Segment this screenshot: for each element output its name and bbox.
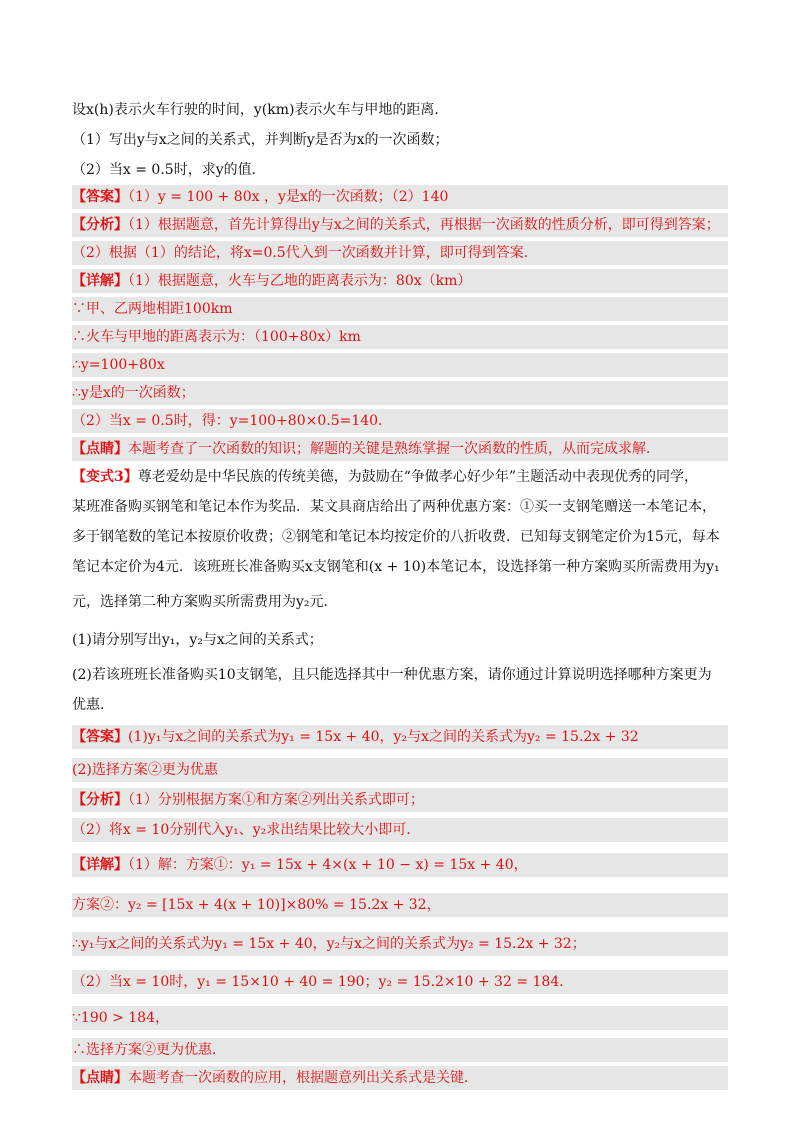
variant-text-2: 某班准备购买钢笔和笔记本作为奖品．某文具商店给出了两种优惠方案：①买一支钢笔赠送一本笔记本， [72, 499, 716, 515]
variant-answer-row-1 [72, 725, 728, 749]
variant-question-2a: (2)若该班班长准备购买10支钢笔，且只能选择其中一种优惠方案，请你通过计算说明选择哪种方案更为 [72, 667, 712, 683]
variant-text-5: 元，选择第二种方案购买所需费用为y₂元． [72, 594, 338, 610]
problem-question-2: （2）当x = 0.5时，求y的值． [72, 162, 266, 178]
comment-tag: 【点睛】 [72, 441, 128, 457]
variant-answer-tag: 【答案】 [72, 729, 128, 745]
variant-tag: 【变式3】 [72, 469, 138, 485]
variant-analysis-row-1 [72, 788, 728, 812]
variant-detail-row-1 [72, 853, 728, 877]
variant-detail-text-1: （1）解：方案①：y₁ = 15x + 4×(x + 10 − x) = 15x + 40， [128, 857, 528, 873]
variant-detail-text-6: ∴选择方案②更为优惠． [72, 1038, 728, 1062]
problem-question-1: （1）写出y与x之间的关系式，并判断y是否为x的一次函数； [72, 132, 449, 148]
variant-detail-text-4: （2）当x = 10时，y₁ = 15×10 + 40 = 190；y₂ = 15.2×10 + 32 = 184． [72, 970, 728, 994]
variant-detail-text-2: 方案②：y₂ = [15x + 4(x + 10)]×80% = 15.2x + 32， [72, 893, 728, 917]
variant-text-3: 多于钢笔数的笔记本按原价收费；②钢笔和笔记本均按定价的八折收费．已知每支钢笔定价为15元，每本 [72, 529, 720, 545]
answer-tag: 【答案】 [72, 189, 128, 205]
detail-row-1 [72, 269, 728, 293]
variant-question-1: (1)请分别写出y₁，y₂与x之间的关系式； [72, 632, 323, 648]
variant-answer-text-2: (2)选择方案②更为优惠 [72, 758, 728, 782]
analysis-row-1 [72, 213, 728, 237]
variant-text-4: 笔记本定价为4元．该班班长准备购买x支钢笔和(x + 10)本笔记本，设选择第一种方案购买所需费用为y₁ [72, 559, 720, 575]
variant-comment-row [72, 1066, 728, 1090]
detail-text-1: （1）根据题意，火车与乙地的距离表示为：80x（km） [128, 273, 472, 289]
comment-text: 本题考查了一次函数的知识；解题的关键是熟练掌握一次函数的性质，从而完成求解． [128, 441, 660, 457]
detail-text-2: ∵甲、乙两地相距100km [72, 297, 728, 321]
variant-analysis-text-1: （1）分别根据方案①和方案②列出关系式即可； [128, 792, 424, 808]
problem-intro: 设x(h)表示火车行驶的时间，y(km)表示火车与甲地的距离． [72, 102, 449, 118]
variant-comment-tag: 【点睛】 [72, 1070, 128, 1086]
analysis-text-2: （2）根据（1）的结论，将x=0.5代入到一次函数并计算，即可得到答案． [72, 241, 728, 265]
variant-answer-text-1: (1)y₁与x之间的关系式为y₁ = 15x + 40，y₂与x之间的关系式为y₂ = 15.2x + 32 [128, 729, 639, 745]
variant-question-2b: 优惠． [72, 697, 114, 713]
analysis-text-1: （1）根据题意，首先计算得出y与x之间的关系式，再根据一次函数的性质分析，即可得到答案； [128, 217, 720, 233]
answer-row [72, 185, 728, 209]
variant-detail-text-5: ∵190 > 184， [72, 1006, 728, 1030]
detail-text-4: ∴y=100+80x [72, 353, 728, 377]
variant-analysis-text-2: （2）将x = 10分别代入y₁、y₂求出结果比较大小即可． [72, 818, 728, 842]
detail-tag: 【详解】 [72, 273, 128, 289]
comment-row [72, 437, 728, 461]
variant-comment-text: 本题考查一次函数的应用，根据题意列出关系式是关键． [128, 1070, 478, 1086]
answer-text: （1）y = 100 + 80x ，y是x的一次函数；（2）140 [128, 189, 449, 205]
analysis-tag: 【分析】 [72, 217, 128, 233]
variant-row-1 [72, 465, 728, 489]
variant-detail-tag: 【详解】 [72, 857, 128, 873]
detail-text-3: ∴火车与甲地的距离表示为：（100+80x）km [72, 325, 728, 349]
detail-text-6: （2）当x = 0.5时，得：y=100+80×0.5=140． [72, 409, 728, 433]
variant-analysis-tag: 【分析】 [72, 792, 128, 808]
detail-text-5: ∴y是x的一次函数； [72, 381, 728, 405]
variant-text-1: 尊老爱幼是中华民族的传统美德，为鼓励在“争做孝心好少年”主题活动中表现优秀的同学， [137, 469, 699, 485]
variant-detail-text-3: ∴y₁与x之间的关系式为y₁ = 15x + 40，y₂与x之间的关系式为y₂ = 15.2x + 32； [72, 932, 728, 956]
